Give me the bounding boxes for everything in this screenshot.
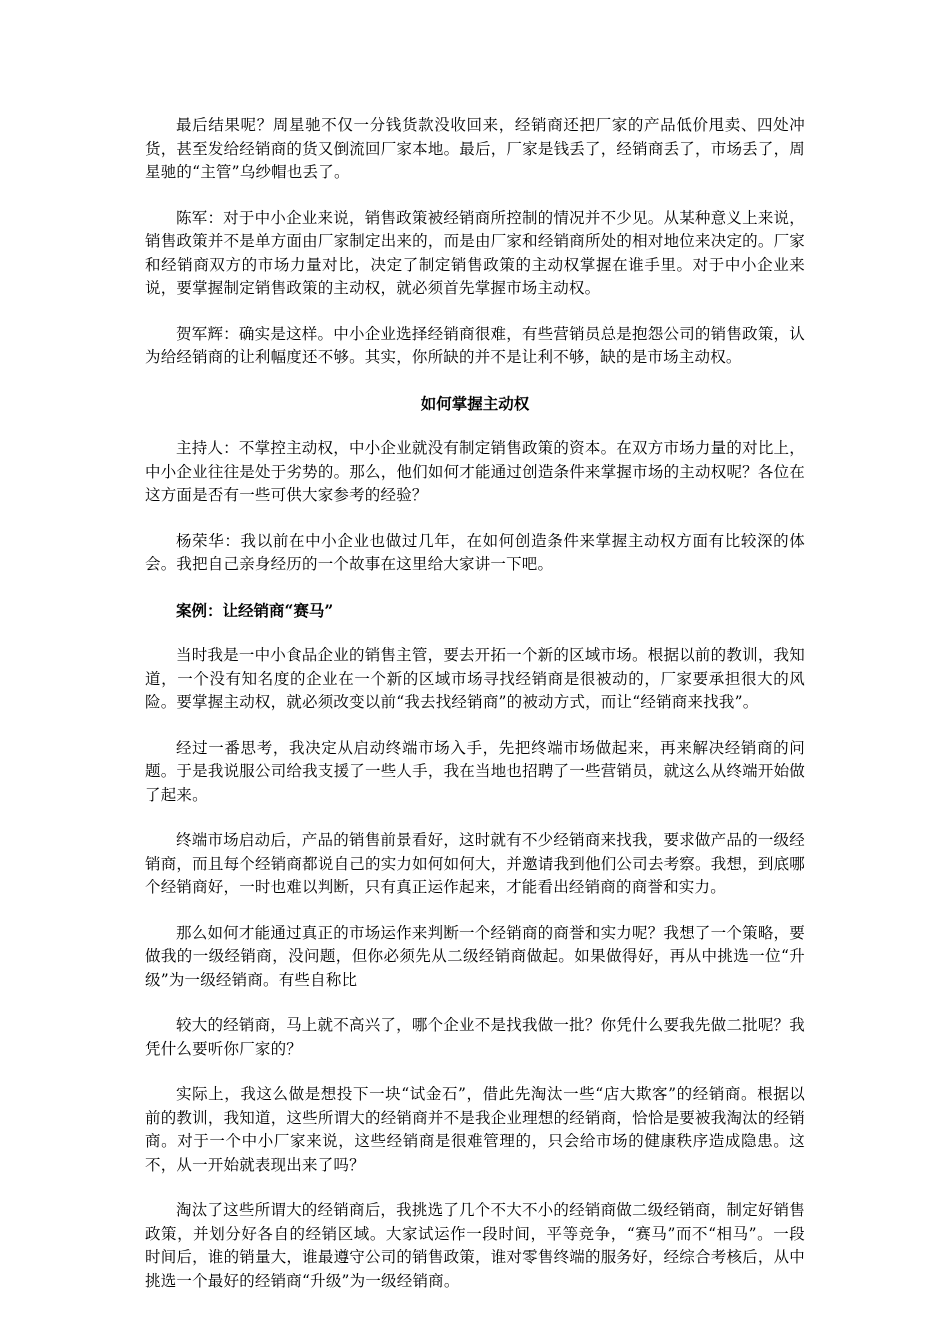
paragraph-chenjun: 陈军：对于中小企业来说，销售政策被经销商所控制的情况并不少见。从某种意义上来说，销售政策并不是单方面由厂家制定出来的，而是由厂家和经销商所处的相对地位来决定的。厂家和经销商双方的市场力量对比，决定了制定销售政策的主动权掌握在谁手里。对于中小企业来说，要掌握制定销售政策的主动权，就必须首先掌握市场主动权。	[145, 208, 805, 297]
paragraph-yangronghua: 杨荣华：我以前在中小企业也做过几年，在如何创造条件来掌握主动权方面有比较深的体会。我把自己亲身经历的一个故事在这里给大家讲一下吧。	[145, 531, 805, 573]
paragraph-result: 最后结果呢？周星驰不仅一分钱货款没收回来，经销商还把厂家的产品低价甩卖、四处冲货，甚至发给经销商的货又倒流回厂家本地。最后，厂家是钱丢了，经销商丢了，市场丢了，周星驰的“主管”乌纱帽也丢了。	[145, 116, 805, 181]
paragraph-case-1: 当时我是一中小食品企业的销售主管，要去开拓一个新的区域市场。根据以前的教训，我知道，一个没有知名度的企业在一个新的区域市场寻找经销商是很被动的，厂家要承担很大的风险。要掌握主动权，就必须改变以前“我去找经销商”的被动方式，而让“经销商来找我”。	[145, 646, 805, 711]
paragraph-case-3: 终端市场启动后，产品的销售前景看好，这时就有不少经销商来找我，要求做产品的一级经销商，而且每个经销商都说自己的实力如何如何大，并邀请我到他们公司去考察。我想，到底哪个经销商好，一时也难以判断，只有真正运作起来，才能看出经销商的商誉和实力。	[145, 831, 805, 896]
document-page	[145, 114, 805, 1315]
paragraph-hejunhui: 贺军辉：确实是这样。中小企业选择经销商很难，有些营销员总是抱怨公司的销售政策，认为给经销商的让利幅度还不够。其实，你所缺的并不是让利不够，缺的是市场主动权。	[145, 324, 805, 366]
paragraph-case-6: 实际上，我这么做是想投下一块“试金石”，借此先淘汰一些“店大欺客”的经销商。根据以前的教训，我知道，这些所谓大的经销商并不是我企业理想的经销商，恰恰是要被我淘汰的经销商。对于一个中小厂家来说，这些经销商是很难管理的，只会给市场的健康秩序造成隐患。这不，从一开始就表现出来了吗？	[145, 1085, 805, 1174]
section-heading: 如何掌握主动权	[420, 393, 530, 413]
case-heading: 案例：让经销商“赛马”	[176, 600, 334, 620]
paragraph-host: 主持人：不掌控主动权，中小企业就没有制定销售政策的资本。在双方市场力量的对比上，中小企业往往是处于劣势的。那么，他们如何才能通过创造条件来掌握市场的主动权呢？各位在这方面是否有一些可供大家参考的经验？	[145, 439, 805, 504]
paragraph-case-4: 那么如何才能通过真正的市场运作来判断一个经销商的商誉和实力呢？我想了一个策略，要做我的一级经销商，没问题，但你必须先从二级经销商做起。如果做得好，再从中挑选一位“升级”为一级经销商。有些自称比	[145, 923, 805, 989]
paragraph-case-5: 较大的经销商，马上就不高兴了，哪个企业不是找我做一批？你凭什么要我先做二批呢？我凭什么要听你厂家的？	[145, 1016, 805, 1058]
paragraph-case-7: 淘汰了这些所谓大的经销商后，我挑选了几个不大不小的经销商做二级经销商，制定好销售政策，并划分好各自的经销区域。大家试运作一段时间，平等竞争，“赛马”而不“相马”。一段时间后，谁的销量大，谁最遵守公司的销售政策，谁对零售终端的服务好，经综合考核后，从中挑选一个最好的经销商“升级”为一级经销商。	[145, 1201, 805, 1290]
paragraph-case-2: 经过一番思考，我决定从启动终端市场入手，先把终端市场做起来，再来解决经销商的问题。于是我说服公司给我支援了一些人手，我在当地也招聘了一些营销员，就这么从终端开始做了起来。	[145, 738, 805, 804]
